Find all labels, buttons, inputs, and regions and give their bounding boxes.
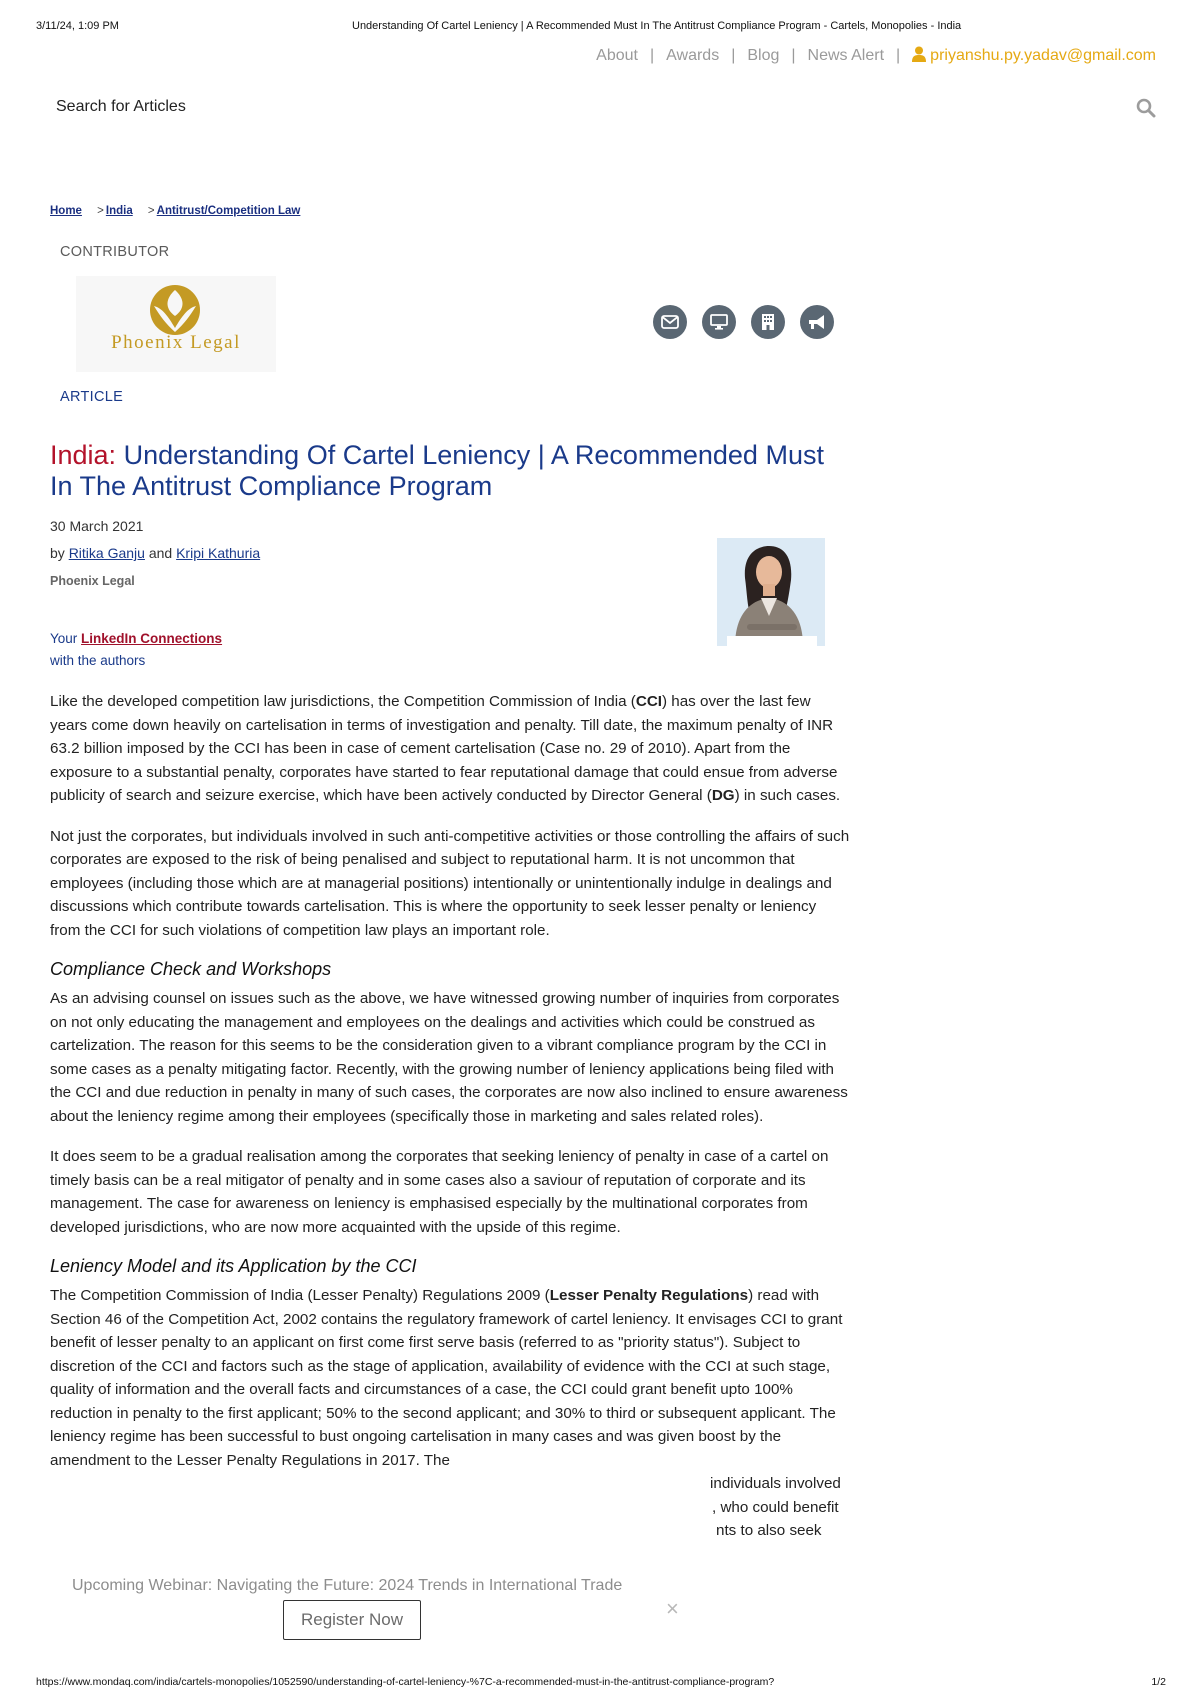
article-country: India: [50, 440, 117, 470]
text-span: The Competition Commission of India (Lesser Penalty) Regulations 2009 ( [50, 1287, 550, 1304]
paragraph: Not just the corporates, but individuals involved in such anti-competitive activities or those controlling the affairs of such corporates are exposed to the risk of being penalised and subject to reputational harm. It is not uncommon that employees (including those which are at managerial positions) intentionally or unintentionally indulge in dealings and discussions which contribute towards cartelisation. This is where the opportunity to seek lesser penalty or leniency from the CCI for such violations of competition law plays an important role. [50, 827, 850, 939]
text-span: Like the developed competition law jurisdictions, the Competition Commission of India ( [50, 693, 636, 710]
search-icon[interactable] [1136, 98, 1156, 123]
user-account-link[interactable] [912, 47, 1156, 64]
text-span: nts to also seek [716, 1522, 822, 1539]
user-icon [912, 46, 926, 62]
text-span: ) has over the last few years come down heavily on cartelisation in terms of investigation and penalty. Till date, the maximum penalty of INR 63.2 billion imposed by the CCI has been in case of cement cartelisation (Case no. 29 of 2010). Apart from the exposure to a substantial penalty, corporates have started to fear reputational damage that could ensue from adverse publicity of search and seizure exercise, which have been actively conducted by Director General ( [50, 693, 838, 804]
text-span: individuals involved [710, 1475, 841, 1492]
nav-separator: | [731, 47, 736, 64]
article-date: 30 March 2021 [50, 518, 144, 534]
section-heading: Leniency Model and its Application by the CCI [50, 1256, 417, 1276]
article-firm: Phoenix Legal [50, 574, 135, 588]
nav-about-link[interactable]: About [596, 47, 638, 64]
email-icon[interactable] [653, 305, 687, 339]
article-label: ARTICLE [60, 389, 124, 405]
search-input[interactable] [56, 98, 556, 116]
nav-separator: | [896, 47, 901, 64]
text-bold: DG [711, 787, 735, 804]
close-icon[interactable]: × [666, 1596, 679, 1621]
paragraph: It does seem to be a gradual realisation among the corporates that seeking leniency of penalty in case of a cartel on timely basis can be a real mitigator of penalty and in some cases also a saviour of reputation of corporate and its management. The case for awareness on leniency is emphasised especially by the multinational corporates from developed jurisdictions, who are now more acquainted with the upside of this regime. [50, 1148, 829, 1236]
text-span: ) read with Section 46 of the Competition Act, 2002 contains the regulatory framework of cartel leniency. It envisages CCI to grant benefit of lesser penalty to an applicant on first come first serve basis (referred to as "priority status"). Subject to discretion of the CCI and factors such as the stage of application, availability of evidence with the CCI at such stage, quality of information and the overall facts and circumstances of a case, the CCI could grant benefit upto 100% reduction in penalty to the first applicant; 50% to the second applicant; and 30% to third or subsequent applicant. The leniency regime has been successful to bust ongoing cartelisation in many cases and was given boost by the amendment to the Lesser Penalty Regulations in 2017. The [50, 1287, 843, 1469]
byline-and: and [148, 545, 173, 561]
breadcrumb-india[interactable]: India [105, 205, 133, 217]
print-page-title: Understanding Of Cartel Leniency | A Recommended Must In The Antitrust Compliance Program - Cartels, Monopolies - India [352, 20, 962, 32]
text-span: , who could benefit [712, 1498, 839, 1516]
nav-news-alert-link[interactable]: News Alert [807, 47, 885, 64]
article-body [50, 690, 850, 1560]
building-icon[interactable] [751, 305, 785, 339]
text-bold: CCI [635, 693, 663, 710]
webinar-banner [48, 1560, 698, 1662]
section-heading: Compliance Check and Workshops [50, 959, 332, 979]
phoenix-logo-icon [132, 284, 218, 336]
paragraph [50, 690, 850, 808]
article-title [50, 440, 850, 502]
nav-awards-link[interactable]: Awards [666, 47, 720, 64]
webinar-text: Upcoming Webinar: Navigating the Future: 2024 Trends in International Trade [72, 1577, 623, 1594]
breadcrumb-home[interactable]: Home [50, 205, 82, 217]
print-page-number: 1/2 [1151, 1676, 1166, 1688]
article-byline [50, 545, 260, 561]
linkedin-connections [50, 628, 222, 672]
nav-separator: | [649, 47, 655, 64]
firm-logo[interactable] [76, 276, 276, 372]
text-bold: Lesser Penalty Regulations [549, 1287, 749, 1304]
paragraph [50, 1284, 850, 1543]
nav-blog-link[interactable]: Blog [747, 47, 780, 64]
text-span: ) in such cases. [734, 787, 841, 804]
logo-text: Phoenix Legal [111, 332, 241, 353]
breadcrumb [50, 205, 300, 217]
linkedin-connections-link[interactable]: LinkedIn Connections [81, 631, 223, 646]
breadcrumb-category[interactable]: Antitrust/Competition Law [156, 205, 301, 217]
print-url: https://www.mondaq.com/india/cartels-monopolies/1052590/understanding-of-cartel-leniency-%7C-a-recommended-must-in-the-antitrust-compliance-program? [36, 1676, 775, 1688]
paragraph: As an advising counsel on issues such as the above, we have witnessed growing number of inquiries from corporates on not only educating the management and employees on the dealings and activities which could be construed as cartelization. The reason for this seems to be the consideration given to a vibrant compliance program by the CCI in some cases as a penalty mitigating factor. Recently, with the growing number of leniency applications being filed with the CCI and due reduction in penalty in many of such cases, the corporates are now also inclined to ensure awareness about the leniency regime among their employees (specifically those in marketing and sales related roles). [50, 990, 848, 1125]
top-navigation [596, 46, 1156, 65]
author-link-1[interactable]: Ritika Ganju [68, 545, 145, 561]
breadcrumb-separator: > [97, 205, 104, 217]
author-link-2[interactable]: Kripi Kathuria [176, 545, 261, 561]
breadcrumb-separator: > [147, 205, 155, 217]
linkedin-prefix: Your [50, 631, 78, 646]
website-icon[interactable] [702, 305, 736, 339]
register-now-button[interactable]: Register Now [283, 1600, 421, 1640]
byline-by: by [50, 545, 65, 561]
author-photo [717, 538, 825, 646]
search-bar [56, 98, 1156, 124]
linkedin-suffix: with the authors [50, 653, 146, 668]
print-timestamp: 3/11/24, 1:09 PM [36, 20, 119, 32]
nav-separator: | [791, 47, 796, 64]
megaphone-icon[interactable] [800, 305, 834, 339]
article-title-text: Understanding Of Cartel Leniency | A Recommended Must In The Antitrust Compliance Program [50, 440, 824, 501]
contributor-label: CONTRIBUTOR [60, 244, 170, 260]
user-email: priyanshu.py.yadav@gmail.com [930, 47, 1156, 64]
